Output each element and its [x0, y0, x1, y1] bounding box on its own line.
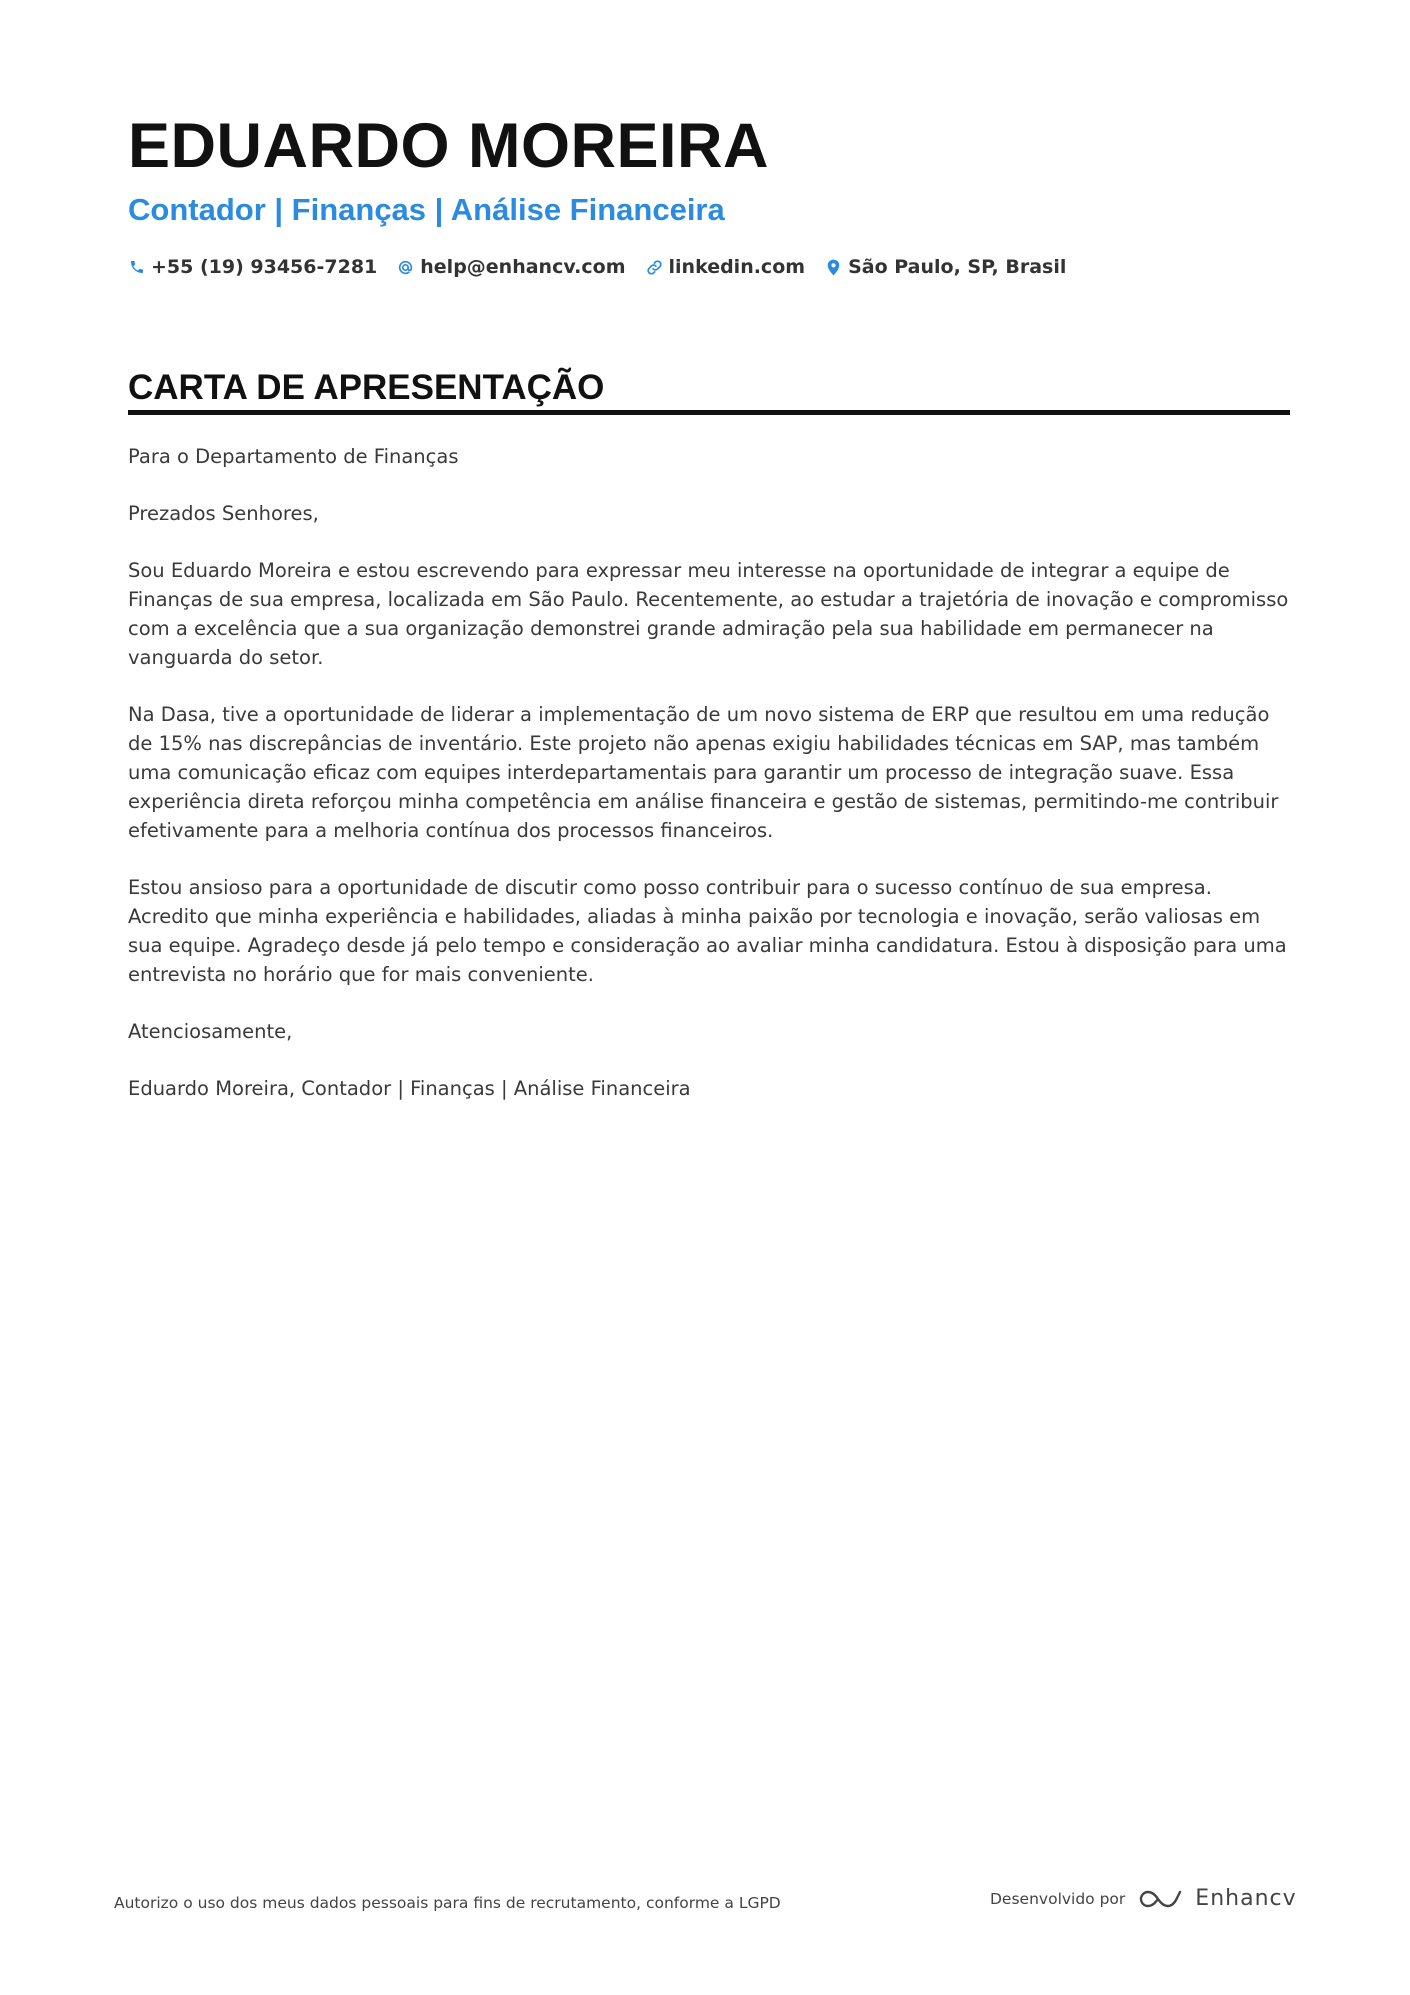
footer-powered-by: Desenvolvido por: [990, 1889, 1126, 1908]
phone-icon: [128, 259, 145, 276]
candidate-headline: Contador | Finanças | Análise Financeira: [128, 192, 725, 227]
letter-greeting: Prezados Senhores,: [128, 502, 319, 525]
letter-paragraph: Estou ansioso para a oportunidade de discutir como posso contribuir para o sucesso contínuo de sua empresa. Acredito que minha experiência e habilidades, aliadas à minha paixão por tecnologia e inovação, serão valiosas em sua equipe. Agradeço desde já pelo tempo e consideração ao avaliar minha candidatura. Estou à disposição para uma entrevista no horário que for mais conveniente.: [128, 876, 1287, 986]
contact-linkedin-text: linkedin.com: [668, 256, 806, 278]
footer-consent-text: Autorizo o uso dos meus dados pessoais para fins de recrutamento, conforme a LGPD: [114, 1894, 781, 1912]
location-pin-icon: [825, 259, 842, 276]
letter-recipient: Para o Departamento de Finanças: [128, 445, 459, 468]
letter-signature: Eduardo Moreira, Contador | Finanças | Análise Financeira: [128, 1077, 691, 1100]
enhancv-logo-text: Enhancv: [1195, 1886, 1297, 1911]
footer-brand[interactable]: [990, 1886, 1297, 1911]
candidate-name: EDUARDO MOREIRA: [128, 111, 770, 181]
contact-location-text: São Paulo, SP, Brasil: [848, 256, 1067, 278]
at-icon: [397, 259, 414, 276]
contact-phone-text: +55 (19) 93456-7281: [151, 256, 378, 278]
enhancv-logo[interactable]: [1137, 1886, 1296, 1911]
contact-linkedin[interactable]: [646, 256, 806, 278]
section-title: CARTA DE APRESENTAÇÃO: [128, 368, 605, 407]
contact-location: [825, 256, 1066, 278]
contact-email[interactable]: [397, 256, 625, 278]
contact-email-text: help@enhancv.com: [420, 256, 626, 278]
letter-paragraph: Na Dasa, tive a oportunidade de liderar a implementação de um novo sistema de ERP que resultou em uma redução de 15% nas discrepâncias de inventário. Este projeto não apenas exigiu habilidades técnicas em SAP, mas também uma comunicação eficaz com equipes interdepartamentais para garantir um processo de integração suave. Essa experiência direta reforçou minha competência em análise financeira e gestão de sistemas, permitindo-me contribuir efetivamente para a melhoria contínua dos processos financeiros.: [128, 703, 1279, 842]
letter-closing: Atenciosamente,: [128, 1020, 293, 1043]
enhancv-logo-icon: [1137, 1887, 1183, 1911]
section-divider: [128, 410, 1290, 415]
letter-body: [128, 442, 1293, 1131]
contact-phone: [128, 256, 377, 278]
link-icon: [646, 259, 663, 276]
letter-paragraph: Sou Eduardo Moreira e estou escrevendo para expressar meu interesse na oportunidade de integrar a equipe de Finanças de sua empresa, localizada em São Paulo. Recentemente, ao estudar a trajetória de inovação e compromisso com a excelência que a sua organização demonstrei grande admiração pela sua habilidade em permanecer na vanguarda do setor.: [128, 559, 1289, 669]
contact-bar: [128, 252, 1066, 282]
